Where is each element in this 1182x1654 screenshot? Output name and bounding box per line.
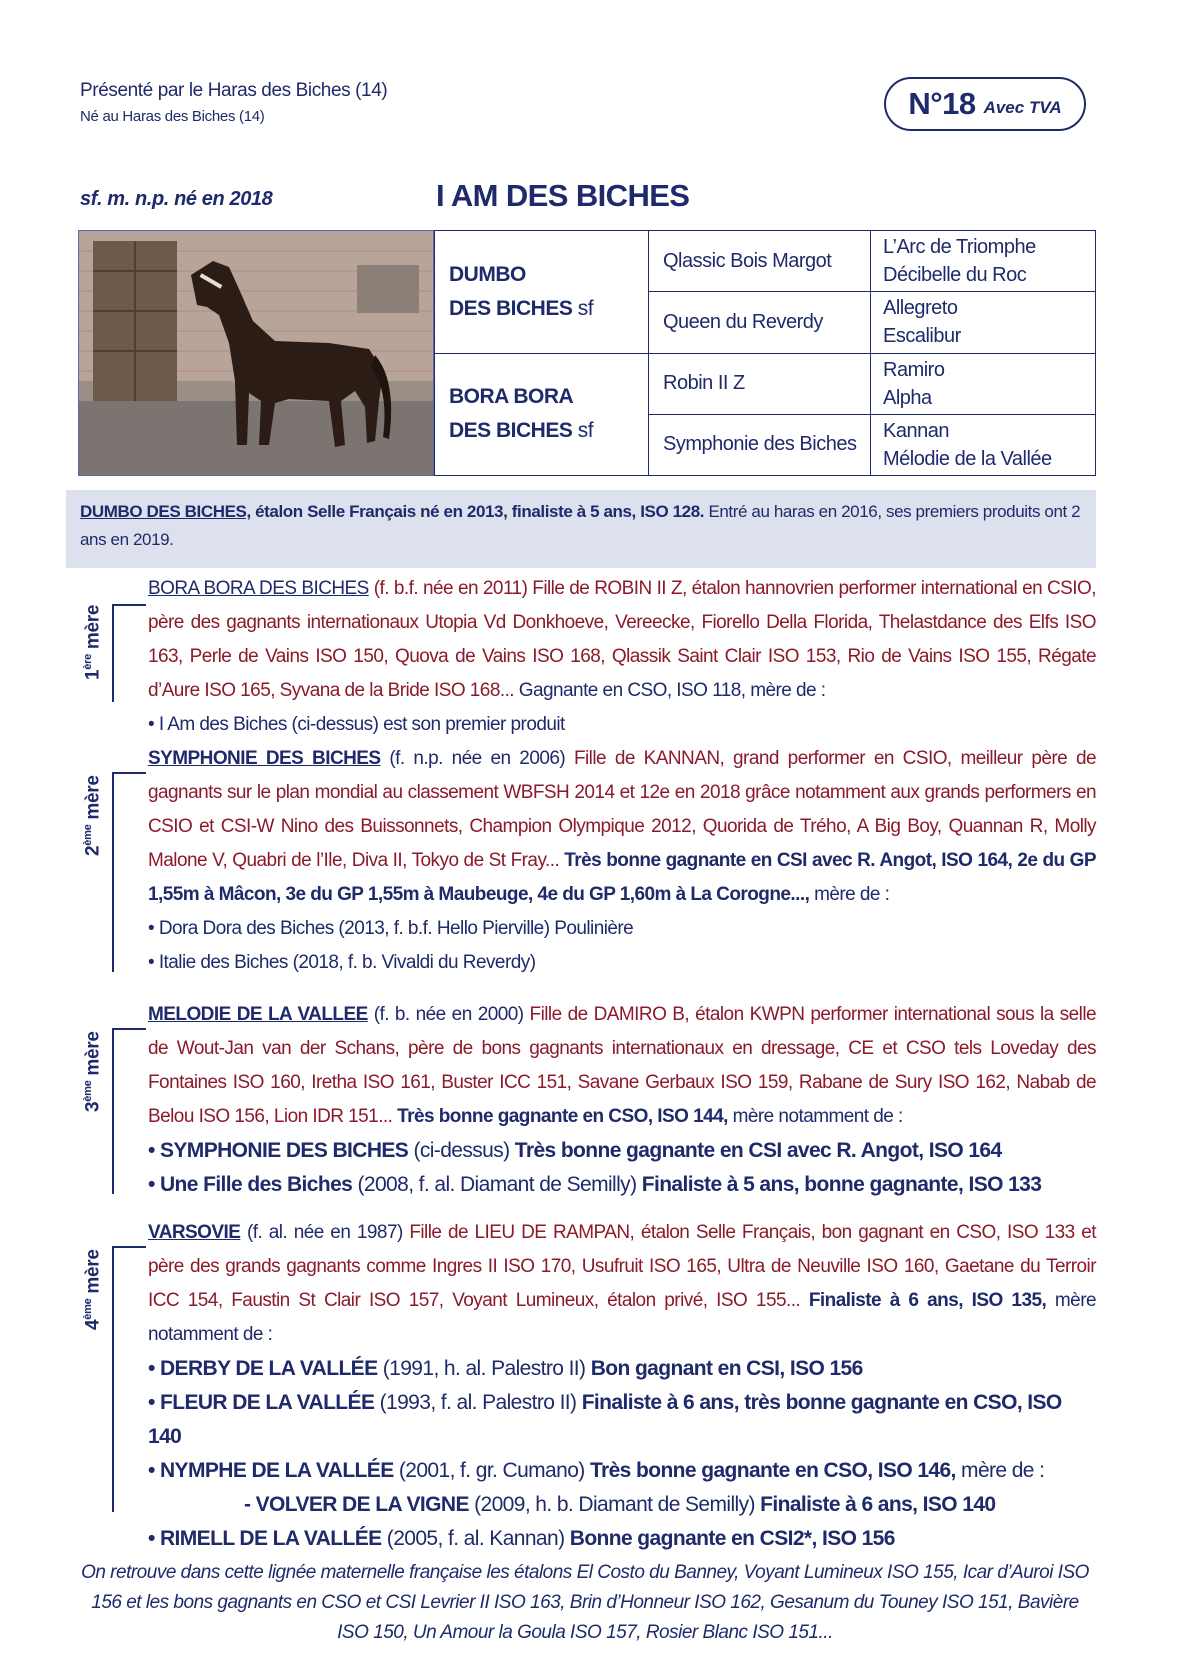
pedigree-dds: Kannan bbox=[883, 419, 949, 442]
pedigree-dss: Ramiro bbox=[883, 358, 945, 381]
pedigree-sdd: Escalibur bbox=[883, 325, 961, 348]
pedigree-sire-dam: Queen du Reverdy bbox=[649, 292, 871, 353]
sire-info-bold: étalon Selle Français né en 2013, finaliste à 5 ans, ISO 128. bbox=[255, 502, 705, 521]
gen1-bracket-top bbox=[112, 604, 146, 606]
gen2-bullet1: • Dora Dora des Biches (2013, f. b.f. Hello Pierville) Poulinière bbox=[148, 918, 634, 939]
gen3-label: 3ème mère bbox=[82, 1031, 104, 1112]
gen4-perf-text: mère notamment de : bbox=[148, 1290, 1096, 1345]
horse-description: sf. m. n.p. né en 2018 bbox=[80, 188, 273, 210]
gen1-perf-text: Gagnante en CSO, ISO 118, mère de : bbox=[518, 680, 826, 701]
gen4-bullet2: • FLEUR DE LA VALLÉE (1993, f. al. Palestro II) Finaliste à 6 ans, très bonne gagnante en CSO, ISO 140 bbox=[148, 1391, 1062, 1448]
gen4-bullet1: • DERBY DE LA VALLÉE (1991, h. al. Palestro II) Bon gagnant en CSI, ISO 156 bbox=[148, 1357, 863, 1380]
gen1-dam-name: BORA BORA DES BICHES bbox=[148, 578, 369, 599]
gen3-perf-bold: Très bonne gagnante en CSO, ISO 144, bbox=[397, 1106, 728, 1127]
gen2-bracket bbox=[112, 772, 114, 972]
lot-number: N°18 bbox=[908, 86, 976, 121]
footer-note: On retrouve dans cette lignée maternelle française les étalons El Costo du Banney, Voyant Lumineux ISO 155, Icar d’Auroi ISO 156 et les bons gagnants en CSO et CSI Levrier II ISO 163, Brin d’Honneur ISO 162, Gesanum du Touney ISO 151, Bavière ISO 150, Un Amour la Goula ISO 157, Rosier Blanc ISO 151... bbox=[81, 1562, 1089, 1643]
pedigree-sire-sire: Qlassic Bois Margot bbox=[649, 231, 871, 292]
pedigree-table bbox=[434, 230, 1096, 476]
gen3-bracket bbox=[112, 1028, 114, 1194]
gen4-bracket bbox=[112, 1246, 114, 1512]
gen3-bullet1: • SYMPHONIE DES BICHES (ci-dessus) Très bonne gagnante en CSI avec R. Angot, ISO 164 bbox=[148, 1139, 1002, 1162]
pedigree-dss-dsd bbox=[871, 353, 1096, 414]
gen1-sire-text: Fille de ROBIN II Z, étalon hannovrien performer international en CSIO, père des gagnants internationaux Utopia Vd Donkhoeve, Vereecke, Fiorello Della Florida, Thelastdance des Elfs ISO 163, Perle de Vains ISO 150, Quova de Vains ISO 168, Qlassik Saint Clair ISO 153, Rio de Vains ISO 155, Régate d’Aure ISO 165, Syvana de la Bride ISO 168... bbox=[148, 578, 1096, 701]
dam-breed: sf bbox=[577, 419, 594, 443]
pedigree-sds: Allegreto bbox=[883, 297, 958, 320]
pedigree-ssd: Décibelle du Roc bbox=[883, 264, 1027, 287]
gen4-sire-text: Fille de LIEU DE RAMPAN, étalon Selle Français, bon gagnant en CSO, ISO 133 et père des grands gagnants comme Ingres II ISO 170, Usufruit ISO 165, Ultra de Neuville ISO 160, Gaetane du Terroir ICC 154, Faustin St Clair ISO 157, Voyant Lumineux, étalon privé, ISO 155... bbox=[148, 1222, 1096, 1311]
gen2-block bbox=[148, 742, 1096, 980]
gen2-sire-text: Fille de KANNAN, grand performer en CSIO, meilleur père de gagnants sur le plan mondial au classement WBFSH 2014 et 12e en 2018 grâce notamment aux grands performers en CSIO et CSI-W Nino des Buissonnets, Champion Olympique 2012, Quorida de Trého, A Big Boy, Quannan R, Molly Malone V, Quabri de l’Ile, Diva II, Tokyo de St Fray... bbox=[148, 748, 1097, 871]
gen1-block bbox=[148, 572, 1096, 742]
sire-info-box bbox=[66, 490, 1096, 568]
gen4-dam-name: VARSOVIE bbox=[148, 1222, 241, 1243]
gen1-dam-info: (f. b.f. née en 2011) bbox=[373, 578, 528, 599]
sire-name-line2: DES BICHES bbox=[449, 296, 573, 320]
pedigree-sss: L’Arc de Triomphe bbox=[883, 236, 1036, 259]
gen4-label: 4ème mère bbox=[82, 1249, 104, 1330]
sire-info-text: Entré au haras en 2016, ses premiers produits ont 2 ans en 2019. bbox=[80, 502, 1081, 549]
sire-breed: sf bbox=[577, 296, 594, 320]
gen3-block bbox=[148, 998, 1096, 1202]
gen4-bullet3: • NYMPHE DE LA VALLÉE (2001, f. gr. Cumano) Très bonne gagnante en CSO, ISO 146, mère de : bbox=[148, 1459, 1045, 1482]
gen1-bullet1: • I Am des Biches (ci-dessus) est son premier produit bbox=[148, 714, 565, 735]
gen3-dam-info: (f. b. née en 2000) bbox=[373, 1004, 524, 1025]
gen2-perf-text: mère de : bbox=[814, 884, 890, 905]
gen2-bracket-top bbox=[112, 772, 146, 774]
pedigree-dam bbox=[435, 353, 649, 476]
dam-name-line2: DES BICHES bbox=[449, 419, 573, 443]
gen4-block bbox=[148, 1216, 1096, 1556]
gen4-bracket-top bbox=[112, 1246, 146, 1248]
gen2-perf-bold: Très bonne gagnante en CSI avec R. Angot, ISO 164, 2e du GP 1,55m à Mâcon, 3e du GP 1,55m à Maubeuge, 4e du GP 1,60m à La Corogne..., bbox=[148, 850, 1096, 905]
horse-photo bbox=[78, 230, 434, 476]
horse-photo-illustration bbox=[79, 231, 434, 476]
gen2-dam-info: (f. n.p. née en 2006) bbox=[389, 748, 566, 769]
pedigree-sds-sdd bbox=[871, 292, 1096, 353]
dam-name-line1: BORA BORA bbox=[449, 385, 574, 409]
pedigree-dds-ddd bbox=[871, 414, 1096, 475]
gen1-bracket bbox=[112, 604, 114, 702]
pedigree-sss-ssd bbox=[871, 231, 1096, 292]
born-at: Né au Haras des Biches (14) bbox=[80, 108, 265, 125]
sire-name-line1: DUMBO bbox=[449, 262, 526, 286]
pedigree-ddd: Mélodie de la Vallée bbox=[883, 447, 1052, 470]
gen2-label: 2ème mère bbox=[82, 775, 104, 856]
sire-info-name: DUMBO DES BICHES, bbox=[80, 502, 251, 521]
presented-by: Présenté par le Haras des Biches (14) bbox=[80, 80, 388, 101]
gen1-label: 1ère mère bbox=[82, 604, 104, 680]
gen3-perf-text: mère notamment de : bbox=[732, 1106, 903, 1127]
gen4-dam-info: (f. al. née en 1987) bbox=[246, 1222, 403, 1243]
gen3-dam-name: MELODIE DE LA VALLEE bbox=[148, 1004, 368, 1025]
gen4-bullet4: • RIMELL DE LA VALLÉE (2005, f. al. Kannan) Bonne gagnante en CSI2*, ISO 156 bbox=[148, 1527, 895, 1550]
horse-name: I AM DES BICHES bbox=[436, 178, 690, 213]
pedigree-dsd: Alpha bbox=[883, 386, 932, 409]
gen3-bracket-top bbox=[112, 1028, 146, 1030]
gen4-bullet3-sub: - VOLVER DE LA VIGNE (2009, h. b. Diamant de Semilly) Finaliste à 6 ans, ISO 140 bbox=[244, 1493, 996, 1516]
pedigree-dam-dam: Symphonie des Biches bbox=[649, 414, 871, 475]
lot-badge bbox=[884, 77, 1086, 131]
gen3-bullet2: • Une Fille des Biches (2008, f. al. Diamant de Semilly) Finaliste à 5 ans, bonne gagnante, ISO 133 bbox=[148, 1173, 1042, 1196]
gen4-perf-bold: Finaliste à 6 ans, ISO 135, bbox=[808, 1290, 1047, 1311]
lot-vat-label: Avec TVA bbox=[983, 98, 1062, 117]
gen2-dam-name: SYMPHONIE DES BICHES bbox=[148, 748, 381, 769]
gen2-bullet2: • Italie des Biches (2018, f. b. Vivaldi du Reverdy) bbox=[148, 952, 536, 973]
pedigree-sire bbox=[435, 231, 649, 354]
pedigree-dam-sire: Robin II Z bbox=[649, 353, 871, 414]
gen3-sire-text: Fille de DAMIRO B, étalon KWPN performer international sous la selle de Wout-Jan van der Schans, père de bons gagnants internationaux en dressage, CE et CSO tels Loveday des Fontaines ISO 160, Iretha ISO 161, Buster ICC 151, Savane Gerbaux ISO 159, Rabane de Sury ISO 162, Nabab de Belou ISO 156, Lion IDR 151... bbox=[148, 1004, 1097, 1127]
